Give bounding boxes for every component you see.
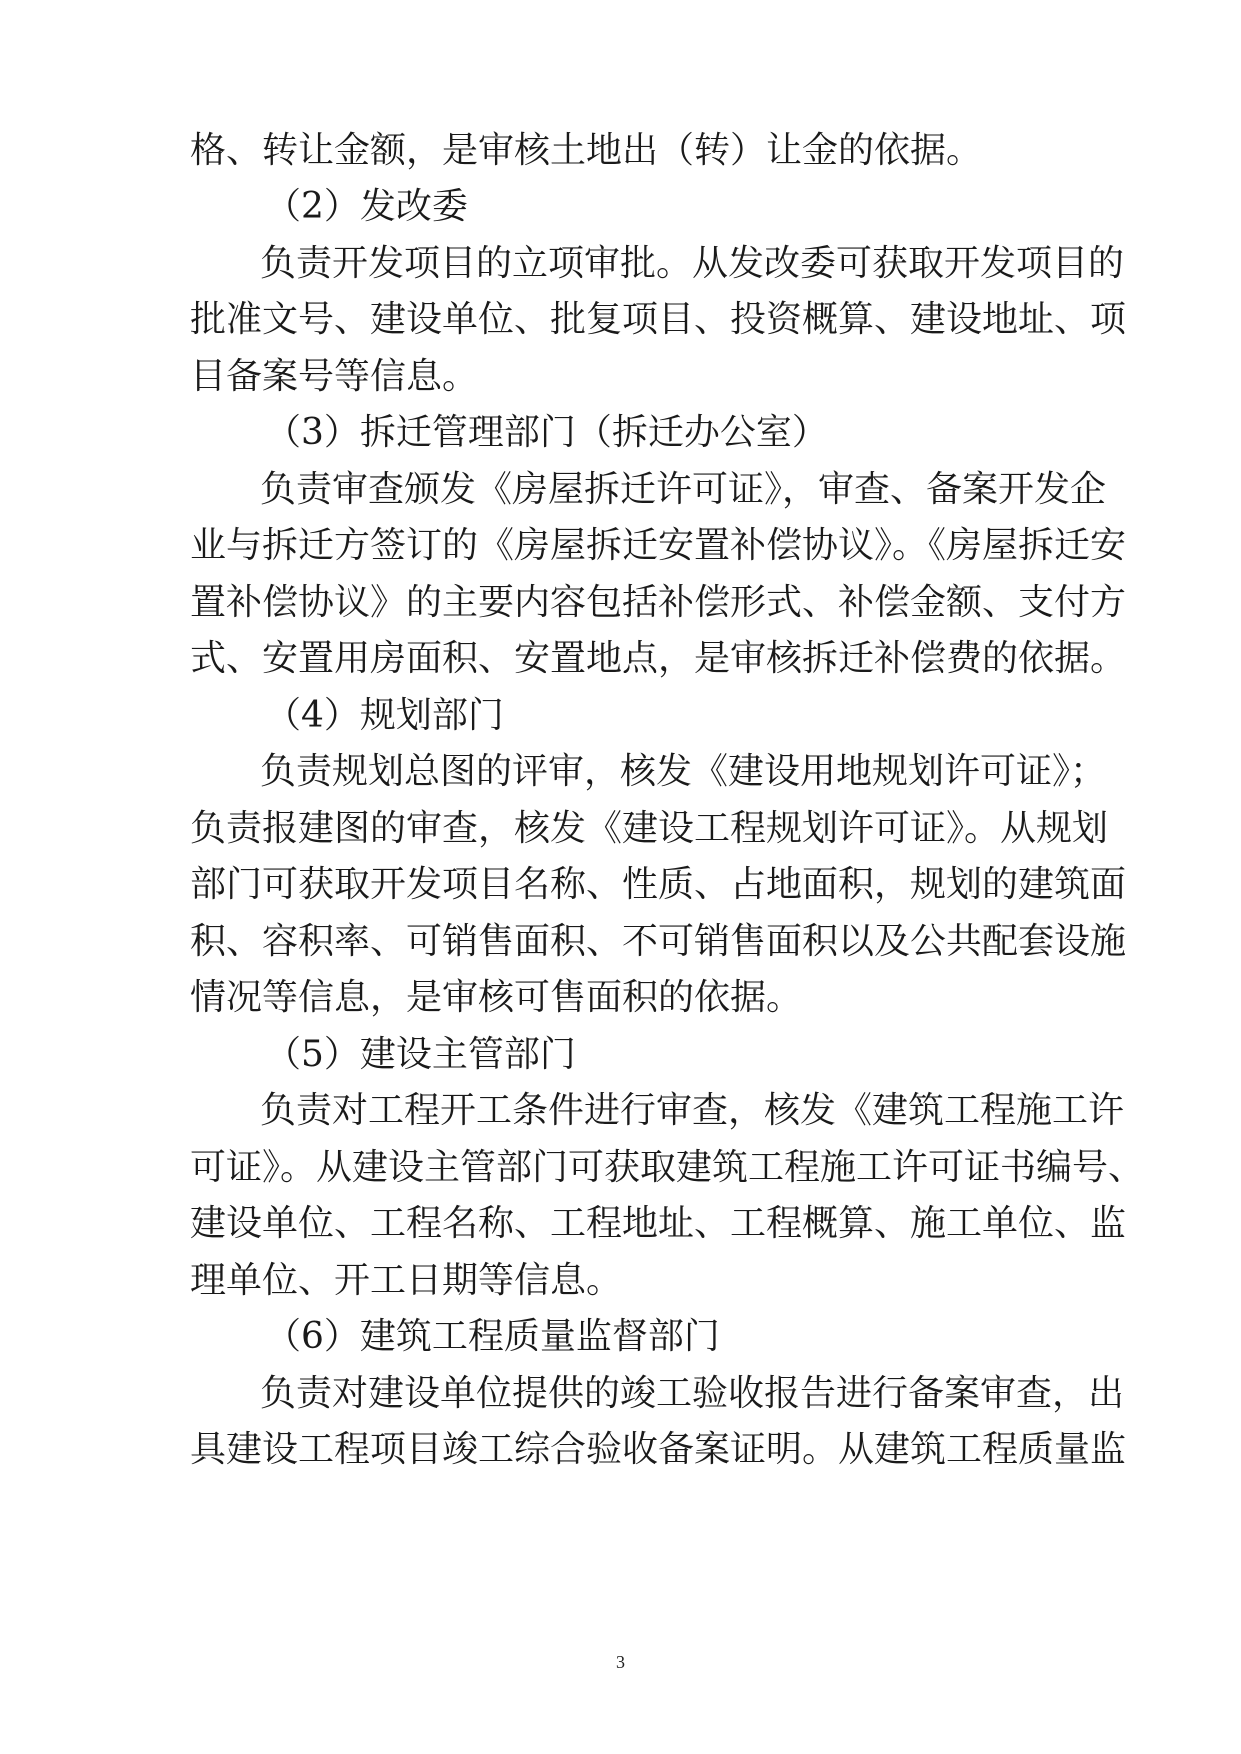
section-heading: （5）建设主管部门 <box>265 1034 576 1075</box>
section-heading: （3）拆迁管理部门（拆迁办公室） <box>265 412 828 453</box>
paragraph-line: 可证》。从建设主管部门可获取建筑工程施工许可证书编号、 <box>190 1147 1145 1188</box>
paragraph-line: 部门可获取开发项目名称、性质、占地面积，规划的建筑面 <box>190 864 1127 905</box>
paragraph-line: 置补偿协议》的主要内容包括补偿形式、补偿金额、支付方 <box>190 582 1127 623</box>
paragraph-line: 负责审查颁发《房屋拆迁许可证》，审查、备案开发企 <box>260 469 1107 510</box>
paragraph-line: 具建设工程项目竣工综合验收备案证明。从建筑工程质量监 <box>190 1429 1127 1470</box>
paragraph-line: 批准文号、建设单位、批复项目、投资概算、建设地址、项 <box>190 299 1127 340</box>
paragraph-line: 式、安置用房面积、安置地点，是审核拆迁补偿费的依据。 <box>190 638 1127 679</box>
paragraph-line: 负责规划总图的评审，核发《建设用地规划许可证》； <box>260 751 1107 792</box>
section-heading: （6）建筑工程质量监督部门 <box>265 1316 720 1357</box>
paragraph-line: 业与拆迁方签订的《房屋拆迁安置补偿协议》。《房屋拆迁安 <box>190 525 1127 566</box>
paragraph-line: 目备案号等信息。 <box>190 356 479 397</box>
section-heading: （2）发改委 <box>265 186 468 227</box>
page-number: 3 <box>616 1652 625 1672</box>
paragraph-line: 负责对建设单位提供的竣工验收报告进行备案审查，出 <box>260 1373 1125 1414</box>
text-line: 格、转让金额，是审核土地出（转）让金的依据。 <box>190 130 983 171</box>
paragraph-line: 负责报建图的审查，核发《建设工程规划许可证》。从规划 <box>190 808 1109 849</box>
paragraph-line: 负责对工程开工条件进行审查，核发《建筑工程施工许 <box>260 1090 1125 1131</box>
paragraph-line: 理单位、开工日期等信息。 <box>190 1260 623 1301</box>
paragraph-line: 积、容积率、可销售面积、不可销售面积以及公共配套设施 <box>190 921 1127 962</box>
paragraph-line: 情况等信息，是审核可售面积的依据。 <box>190 977 803 1018</box>
section-heading: （4）规划部门 <box>265 695 504 736</box>
paragraph-line: 建设单位、工程名称、工程地址、工程概算、施工单位、监 <box>190 1203 1127 1244</box>
paragraph-line: 负责开发项目的立项审批。从发改委可获取开发项目的 <box>260 243 1125 284</box>
